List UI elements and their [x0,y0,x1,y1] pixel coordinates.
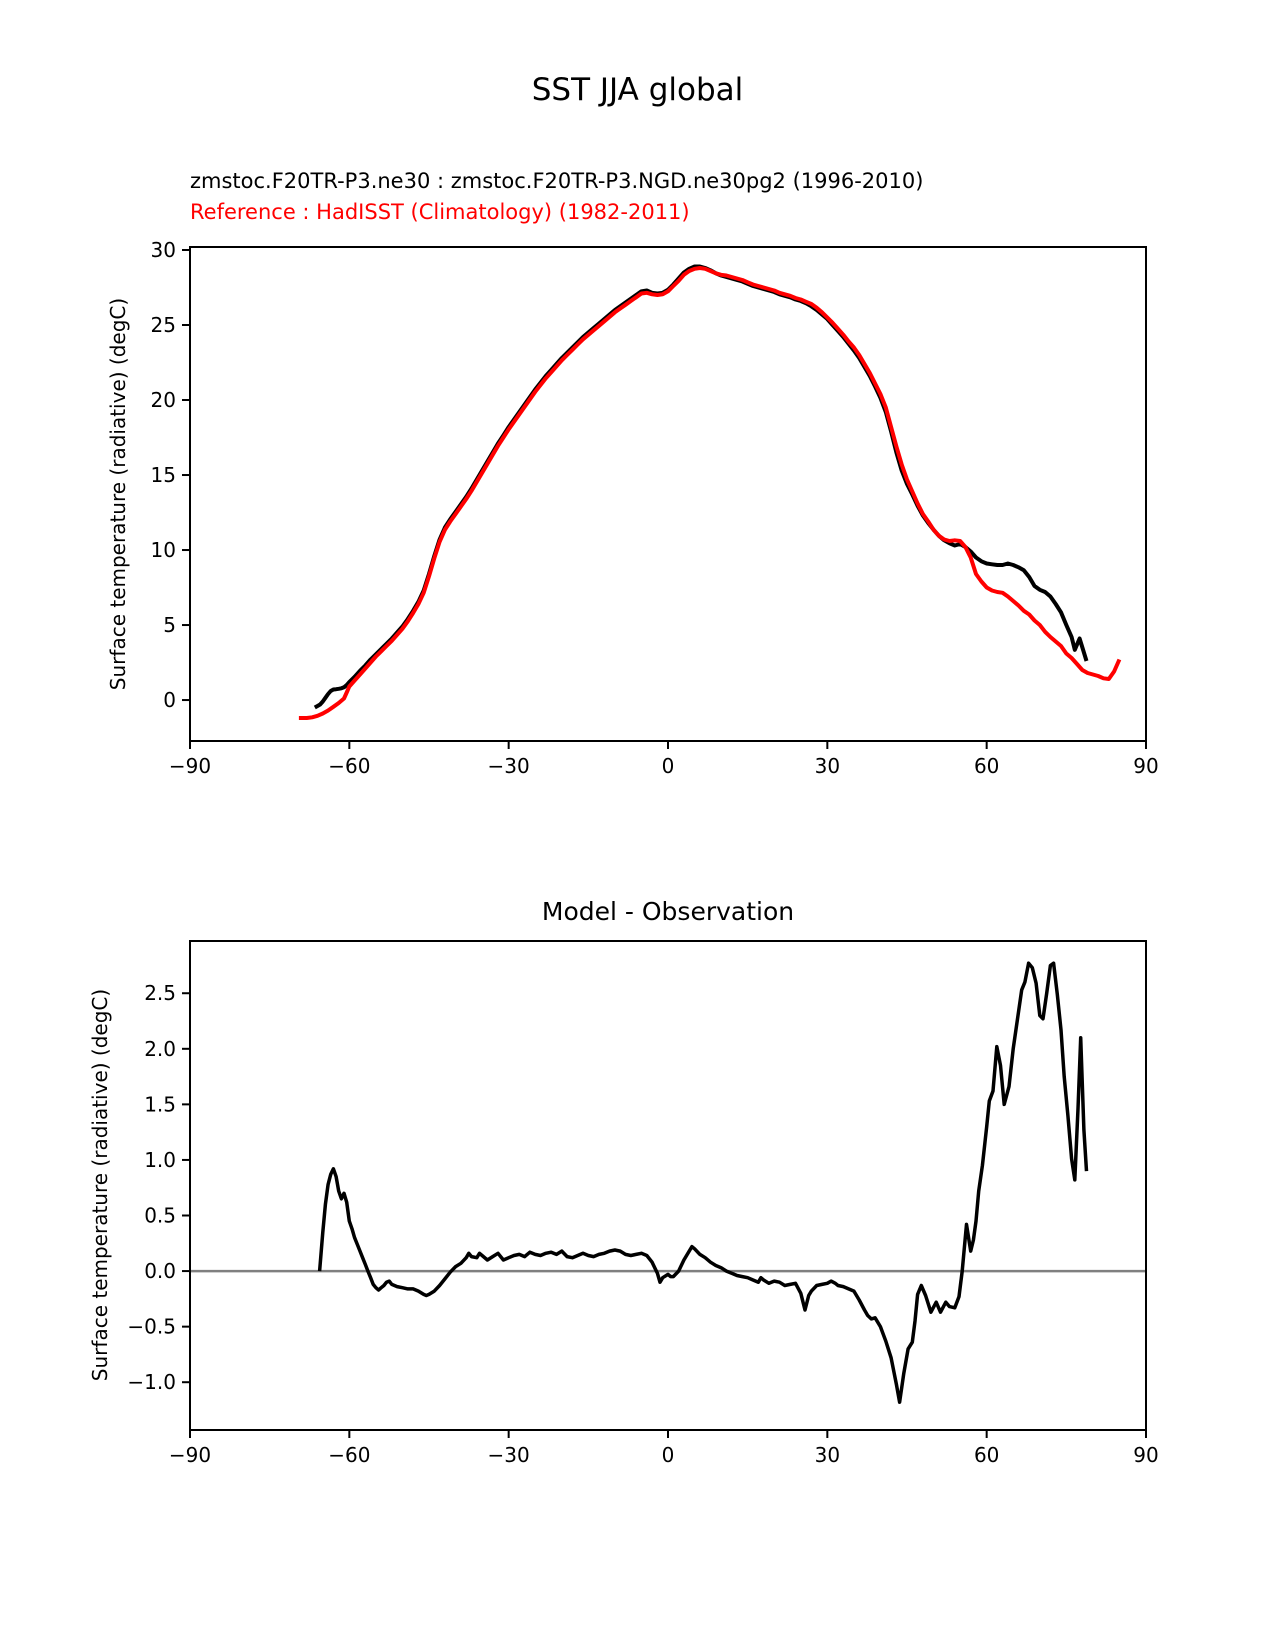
x-tick-label: −30 [487,1443,530,1467]
series-line-1-0 [320,963,1087,1402]
x-tick-label: 60 [973,754,1000,778]
y-tick-label: 1.5 [144,1092,176,1117]
x-tick-label: −90 [168,754,212,778]
x-tick-label: 0 [661,754,675,778]
x-tick-label: 0 [661,1443,675,1467]
axes-frame [190,247,1146,741]
y-tick-label: 25 [150,313,176,338]
x-tick-label: −90 [168,1443,212,1467]
y-tick-label: 2.5 [144,981,176,1006]
y-tick-label: 1.0 [144,1147,176,1172]
series-line-0-1 [299,268,1120,718]
y-tick-label: 0.5 [144,1203,176,1228]
y-tick-label: 2.0 [144,1036,176,1061]
x-tick-label: 30 [814,754,841,778]
y-tick-label: 15 [150,463,176,488]
y-tick-label: −1.0 [127,1370,176,1395]
y-tick-label: 0.0 [144,1259,176,1284]
x-tick-label: 30 [814,1443,841,1467]
x-tick-label: 90 [1133,754,1159,778]
difference-chart-title: Model - Observation [541,897,795,926]
y-tick-label: 10 [150,538,176,563]
x-tick-label: −60 [328,754,371,778]
top-chart-titles [190,166,923,228]
x-tick-label: 90 [1133,1443,1159,1467]
figure-title: SST JJA global [531,72,744,108]
x-tick-label: −30 [487,754,530,778]
x-tick-label: −60 [328,1443,371,1467]
y-tick-label: 30 [150,238,176,263]
y-tick-label: 20 [150,388,176,413]
y-tick-label: −0.5 [127,1314,176,1339]
model-run-label: zmstoc.F20TR-P3.ne30 : zmstoc.F20TR-P3.NGD.ne30pg2 (1996-2010) [190,169,924,193]
y-axis-label-bottom: Surface temperature (radiative) (degC) [88,988,112,1382]
x-tick-label: 60 [973,1443,1000,1467]
y-tick-label: 0 [163,688,176,713]
series-line-0-0 [315,267,1087,708]
y-tick-label: 5 [163,613,176,638]
reference-dataset-label: Reference : HadISST (Climatology) (1982-2011) [190,200,690,224]
y-axis-label-top: Surface temperature (radiative) (degC) [106,297,130,691]
axes-frame [190,941,1146,1430]
